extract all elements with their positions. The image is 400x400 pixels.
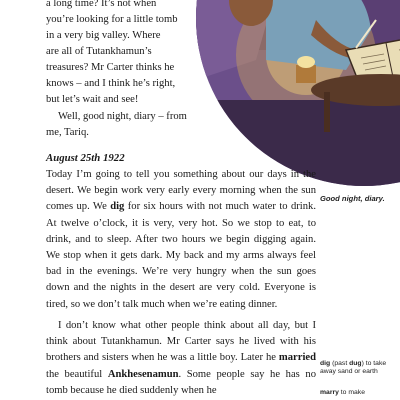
glossary-term: dig	[320, 360, 331, 367]
glossary-entry-marry	[320, 389, 392, 397]
entry-paragraph-1	[46, 167, 316, 313]
paragraph-text: for six hours with not much water to drink. At twelve o’clock, it is very, very hot. So we stop to eat, to drink, and to sleep. After two hours we begin digging again. We stop when it gets dark. My back and my arms always feel bad in the evenings. We’re very hungry when the sun goes down and the nights in the desert are very cold. Everyone is tired, so we don’t talk much when we’re eating dinner.	[46, 201, 316, 310]
intro-line: a long time? It’s not when	[46, 0, 157, 9]
glossary-term: marry	[320, 389, 339, 396]
signoff-line: me, Tariq.	[46, 127, 89, 138]
signoff-line: Well, good night, diary – from	[58, 111, 187, 122]
intro-line: in a very big valley. Where	[46, 30, 161, 41]
intro-line: are all of Tutankhamun’s	[46, 46, 152, 57]
paragraph-text: . Some people say he has no tomb because he died suddenly when he	[46, 368, 316, 396]
paragraph-text: the beautiful	[46, 368, 108, 380]
entry-date: August 25th 1922	[46, 152, 125, 164]
glossary-word-married: married	[278, 352, 316, 364]
intro-line: but let’s wait and see!	[46, 94, 139, 105]
intro-line: knows – and I think he’s right,	[46, 78, 176, 89]
glossary-word-dig: dig	[110, 201, 125, 213]
intro-line: treasures? Mr Carter thinks he	[46, 62, 175, 73]
glossary-entry-dig	[320, 360, 392, 377]
glossary-text: to make	[338, 389, 365, 396]
diary-illustration	[196, 0, 400, 186]
entry-paragraph-2	[46, 318, 316, 399]
glossary-text: ) to take away sand or earth	[320, 360, 387, 376]
illustration-caption: Good night, diary.	[320, 194, 385, 203]
intro-line: you’re looking for a little tomb	[46, 14, 178, 25]
glossary-text: (past	[330, 360, 350, 367]
glossary-term: dug	[349, 360, 362, 367]
name-ankhesenamun: Ankhesenamun	[107, 368, 179, 380]
paragraph-text: I don’t know what other people think about all day, but I think about Tutankhamun. Mr Carter says he lived with his brothers and sisters when he was a little boy. Later he	[46, 320, 316, 364]
paragraph-text: Today I’m going to tell you something about our days in the desert. We begin work very early every morning when the sun comes up. We	[46, 169, 316, 213]
illustration-art	[196, 0, 400, 186]
